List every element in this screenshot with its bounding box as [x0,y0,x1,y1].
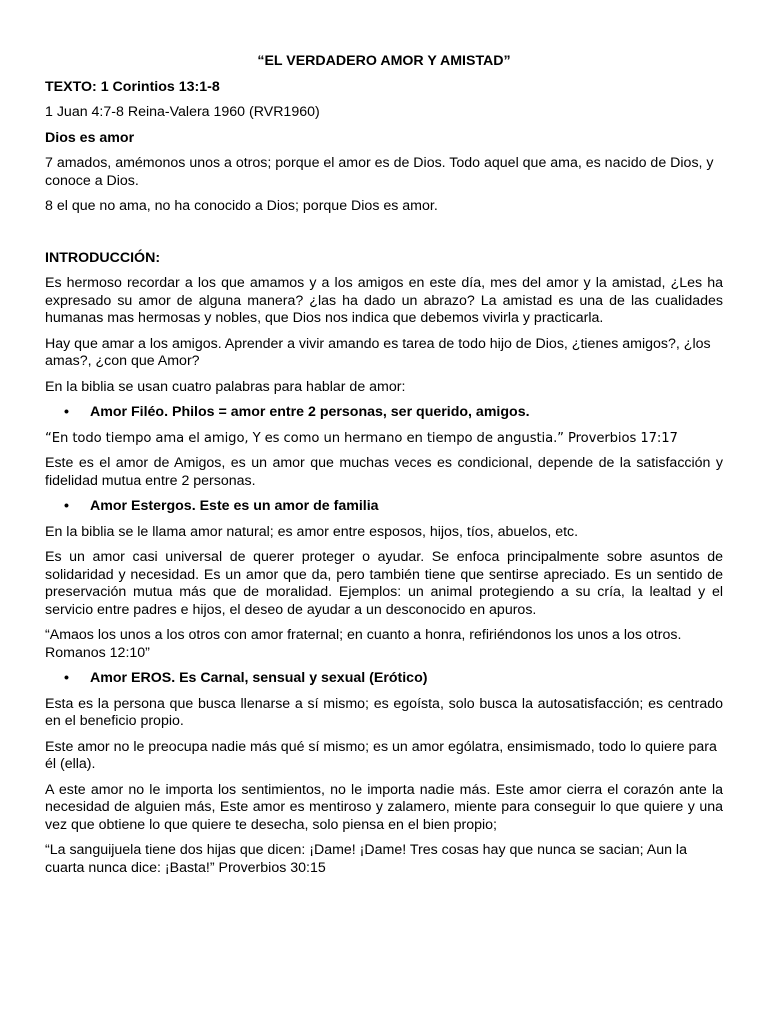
verse-7: 7 amados, amémonos unos a otros; porque el amor es de Dios. Todo aquel que ama, es nacido de Dios, y conoce a Dios. [45,155,714,189]
intro-paragraph-2: Hay que amar a los amigos. Aprender a vivir amando es tarea de todo hijo de Dios, ¿tienes amigos?, ¿los amas?, ¿con que Amor? [45,335,711,369]
eros-paragraph-1: Esta es la persona que busca llenarse a sí mismo; es egoísta, solo busca la autosatisfacción; es centrado en el beneficio propio. [45,695,723,729]
intro-heading: INTRODUCCIÓN: [45,249,161,266]
document-page [45,53,723,885]
bullet-eros [45,670,723,688]
philos-paragraph: Este es el amor de Amigos, es un amor que muchas veces es condicional, depende de la satisfacción y fidelidad mutua entre 2 personas. [45,455,723,489]
document-title: “EL VERDADERO AMOR Y AMISTAD” [257,53,511,69]
bullet-estergos-text: Amor Estergos. Este es un amor de familia [90,498,379,514]
bullet-dot-icon: • [64,404,69,420]
quote-proverbios-30-15: “La sanguijuela tiene dos hijas que dicen: ¡Dame! ¡Dame! Tres cosas hay que nunca se sacian; Aun la cuarta nunca dice: ¡Basta!” Proverbios 30:15 [45,842,687,876]
texto-label: TEXTO: 1 Corintios 13:1-8 [45,78,220,95]
intro-paragraph-1: Es hermoso recordar a los que amamos y a los amigos en este día, mes del amor y la amistad, ¿Les ha expresado su amor de alguna manera? ¿las ha dado un abrazo? La amistad es una de las cualidades humanas mas hermosas y nobles, que Dios nos indica que debemos vivirla y practicarla. [45,275,723,326]
estergos-paragraph-2: Es un amor casi universal de querer proteger o ayudar. Se enfoca principalmente sobre asuntos de solidaridad y necesidad. Es un amor que da, pero también tiene que sentirse apreciado. Es un sentido de preservación mutua más que de moralidad. Ejemplos: un animal protegiendo a su cría, la lealtad y el servicio entre padres e hijos, el deseo de ayudar a un desconocido en apuros. [45,549,723,618]
quote-romanos-12-10: “Amaos los unos a los otros con amor fraternal; en cuanto a honra, refiriéndonos los unos a los otros. Romanos 12:10” [45,627,682,661]
bullet-philos [45,404,723,422]
section-spacer [45,224,723,250]
intro-paragraph-3: En la biblia se usan cuatro palabras para hablar de amor: [45,378,406,395]
subheading-dios-es-amor: Dios es amor [45,129,135,146]
quote-proverbios-17-17: “En todo tiempo ama el amigo, Y es como un hermano en tiempo de angustia.” Proverbios 17:17 [45,430,678,446]
bullet-dot-icon: • [64,670,69,686]
bullet-dot-icon: • [64,498,69,514]
estergos-paragraph-1: En la biblia se le llama amor natural; es amor entre esposos, hijos, tíos, abuelos, etc. [45,523,579,540]
bullet-eros-text: Amor EROS. Es Carnal, sensual y sexual (Erótico) [90,670,428,686]
eros-paragraph-2: Este amor no le preocupa nadie más qué sí mismo; es un amor ególatra, ensimismado, todo lo quiere para él (ella). [45,738,717,772]
eros-paragraph-3: A este amor no le importa los sentimientos, no le importa nadie más. Este amor cierra el corazón ante la necesidad de alguien más, Este amor es mentiroso y zalamero, miente para conseguir lo que quiere y una vez que obtiene lo que quiere te desecha, solo piensa en el bien propio; [45,781,723,833]
verse-8: 8 el que no ama, no ha conocido a Dios; porque Dios es amor. [45,198,438,214]
bullet-estergos [45,498,723,516]
reference-line: 1 Juan 4:7-8 Reina-Valera 1960 (RVR1960) [45,104,320,120]
bullet-philos-text: Amor Filéo. Philos = amor entre 2 personas, ser querido, amigos. [90,404,530,420]
